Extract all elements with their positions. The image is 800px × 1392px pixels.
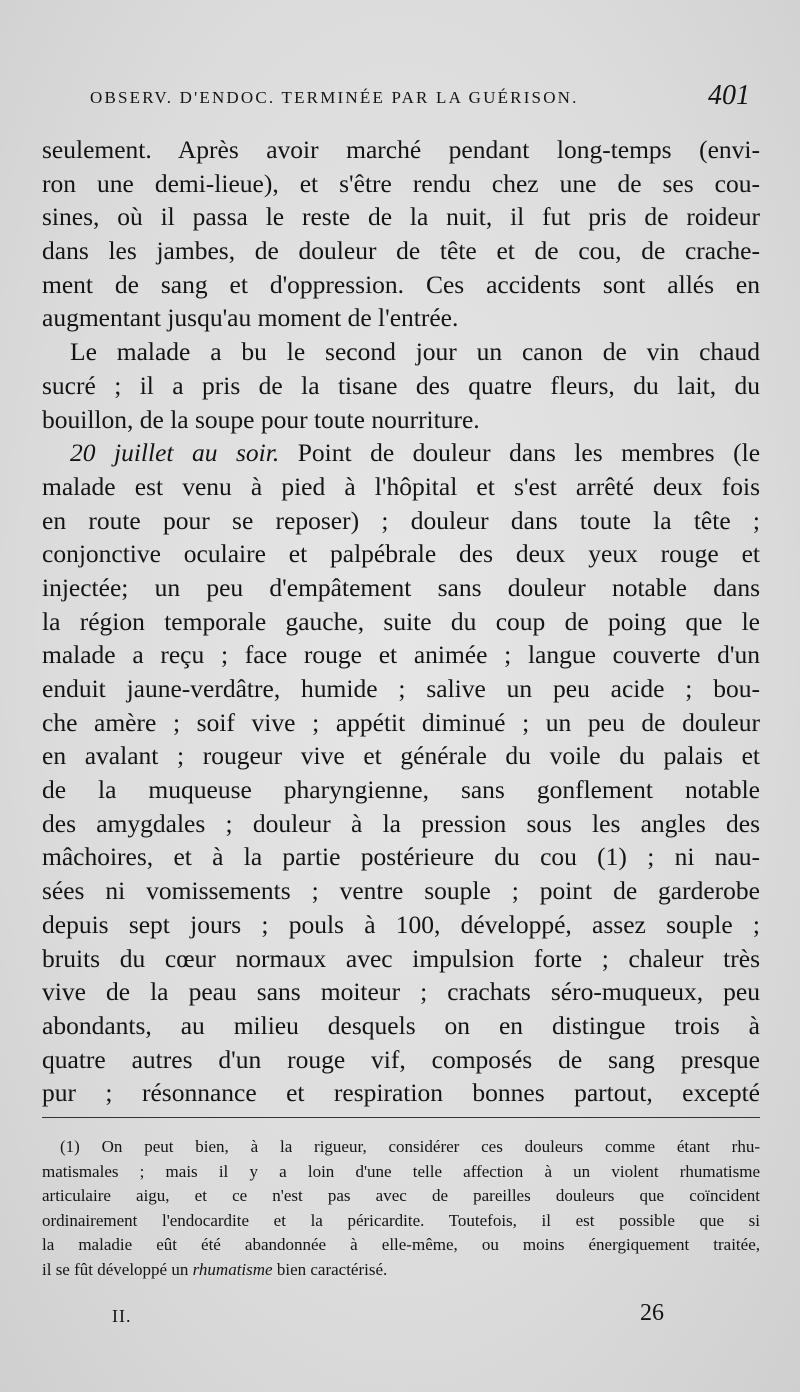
text-segment: bien caractérisé. [276, 1259, 388, 1279]
page-number: 401 [708, 80, 750, 111]
text-line: dans les jambes, de douleur de tête et de cou, de crache- [42, 236, 760, 266]
footnote-line: matismales ; mais il y a loin d'une telle affection à un violent rhumatisme [42, 1161, 760, 1181]
text-line: malade est venu à pied à l'hôpital et s'est arrêté deux fois [42, 471, 760, 501]
text-line: depuis sept jours ; pouls à 100, développé, assez souple ; [42, 909, 760, 939]
text-line: seulement. Après avoir marché pendant long-temps (envi- [42, 135, 760, 164]
date-label: 20 juillet au soir. [70, 438, 280, 468]
footnote-line: articulaire aigu, et ce n'est pas avec de pareilles douleurs que coïncident [42, 1186, 760, 1205]
footnote-line-final [42, 1258, 760, 1283]
running-head: OBSERV. D'ENDOC. TERMINÉE PAR LA GUÉRISON. [90, 88, 579, 107]
text-line: Le malade a bu le second jour un canon de vin chaud [70, 337, 760, 367]
text-line-dated [42, 436, 760, 470]
text-line: de la muqueuse pharyngienne, sans gonflement notable [42, 775, 760, 805]
italic-term: rhumatisme [192, 1259, 273, 1279]
footnote-line: ordinairement l'endocardite et la péricardite. Toutefois, il est possible que si [42, 1210, 760, 1230]
text-line: mâchoires, et à la partie postérieure du cou (1) ; ni nau- [42, 842, 760, 872]
text-line: des amygdales ; douleur à la pression sous les angles des [42, 808, 760, 838]
text-line: bouillon, de la soupe pour toute nourriture. [42, 404, 480, 434]
text-line: bruits du cœur normaux avec impulsion forte ; chaleur très [42, 943, 760, 973]
text-line: che amère ; soif vive ; appétit diminué ; un peu de douleur [42, 707, 760, 737]
text-segment: Point de douleur dans les membres (le [297, 438, 761, 468]
body-text [42, 133, 760, 1110]
footnote [42, 1135, 760, 1282]
text-line: en avalant ; rougeur vive et générale du voile du palais et [42, 741, 760, 771]
text-line: malade a reçu ; face rouge et animée ; langue couverte d'un [42, 640, 760, 670]
text-line: sucré ; il a pris de la tisane des quatre fleurs, du lait, du [42, 370, 760, 400]
footnote-line: (1) On peut bien, à la rigueur, considérer ces douleurs comme étant rhu- [60, 1137, 760, 1156]
footnote-rule [42, 1117, 760, 1118]
text-line: abondants, au milieu desquels on en distingue trois à [42, 1010, 760, 1040]
text-line: ron une demi-lieue), et s'être rendu chez une de ses cou- [42, 168, 760, 198]
text-line: enduit jaune-verdâtre, humide ; salive un peu acide ; bou- [42, 674, 760, 703]
signature-mark: II. [112, 1306, 132, 1326]
sheet-number: 26 [640, 1300, 664, 1326]
text-line: en route pour se reposer) ; douleur dans toute la tête ; [42, 505, 760, 535]
footnote-line: la maladie eût été abandonnée à elle-même, ou moins énergiquement traitée, [42, 1235, 760, 1254]
text-line: sées ni vomissements ; ventre souple ; point de garderobe [42, 876, 760, 906]
text-line: quatre autres d'un rouge vif, composés de sang presque [42, 1044, 760, 1074]
text-line: injectée; un peu d'empâtement sans douleur notable dans [42, 572, 760, 602]
text-line: pur ; résonnance et respiration bonnes partout, excepté [42, 1078, 760, 1108]
text-line: sines, où il passa le reste de la nuit, il fut pris de roideur [42, 202, 760, 232]
text-line: conjonctive oculaire et palpébrale des deux yeux rouge et [42, 539, 760, 569]
text-line: la région temporale gauche, suite du coup de poing que le [42, 606, 760, 636]
text-line: ment de sang et d'oppression. Ces accidents sont allés en [42, 269, 760, 299]
text-segment: il se fût développé un [42, 1259, 189, 1279]
text-line: augmentant jusqu'au moment de l'entrée. [42, 303, 459, 333]
text-line: vive de la peau sans moiteur ; crachats séro-muqueux, peu [42, 977, 760, 1007]
